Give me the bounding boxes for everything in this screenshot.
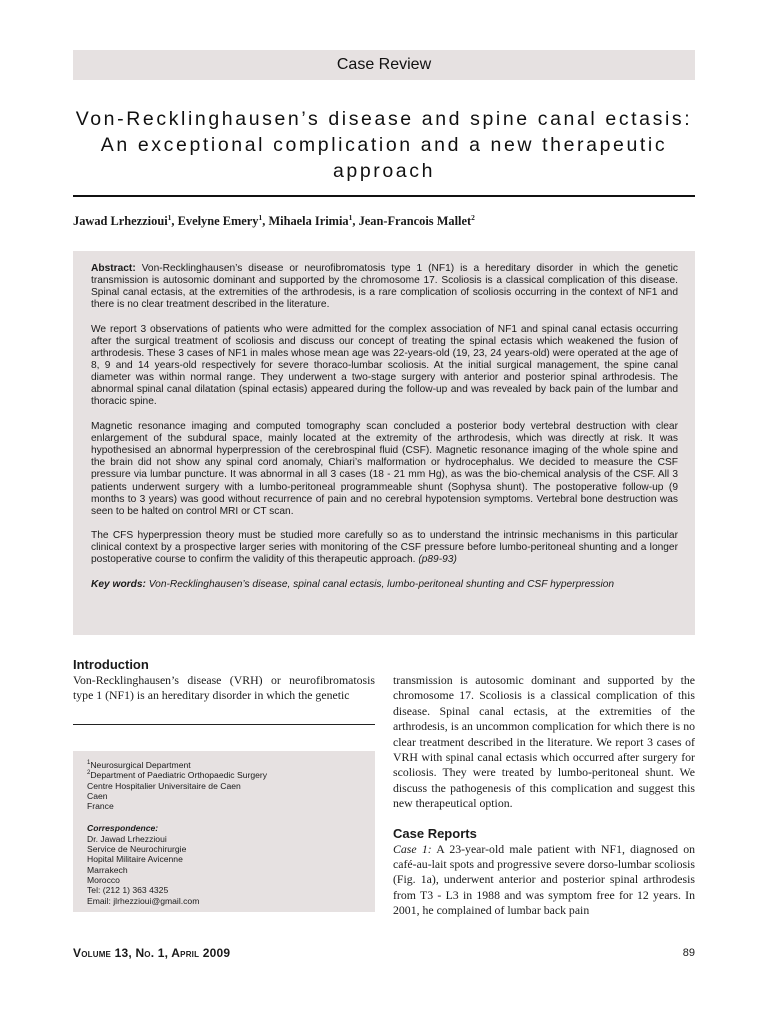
affiliation-line: Centre Hospitalier Universitaire de Caen [87, 780, 241, 791]
abstract-paragraph [91, 530, 678, 566]
abstract-label: Abstract: [91, 263, 136, 274]
abstract-paragraph: We report 3 observations of patients who were admitted for the complex association of NF1 and spinal canal ectasis occurring after the surgical treatment of scoliosis and discuss our concept of treating the spinal ectasis which weakened the fusion of arthrodesis. These 3 cases of NF1 in males whose mean age was 22-years-old (19, 23, 24 years-old) were operated at the age of 8, 9 and 14 years-old respectively for severe thoraco-lumbar scoliosis. At the initial surgical management, the spine canal diameter was within normal range. They underwent a two-stage surgery with anterior and posterior spinal arthrodesis. The abnormal spinal canal dilatation (spinal ectasis) appeared during the follow-up and was revealed by back pain of the lumbar and thoracic spine. [91, 323, 678, 408]
section-banner [73, 50, 695, 80]
author-affiliation-mark: 2 [471, 212, 475, 222]
journal-issue: Volume 13, No. 1, April 2009 [73, 946, 231, 960]
introduction-heading: Introduction [73, 657, 149, 672]
case-report-paragraph [393, 842, 695, 919]
right-column [393, 673, 695, 919]
affiliation-line [87, 770, 375, 780]
correspondence-line: Dr. Jawad Lrhezzioui [87, 833, 167, 844]
author-name: Mihaela Irimia [268, 214, 349, 228]
title-divider [73, 195, 695, 197]
affiliation-box [73, 751, 375, 912]
affiliation-mark: 1 [87, 760, 91, 767]
article-title: Von-Recklinghausen’s disease and spine canal ectasis: An exceptional complication and a new therapeutic approach [75, 108, 693, 182]
abstract-box [73, 251, 695, 635]
correspondence-email: Email: jlrhezzioui@gmail.com [87, 895, 200, 906]
author-list: Jawad Lrhezzioui$^1$, Evelyne Emery$^1$, Mihaela Irimia$^1$, Jean-Francois Mallet$^2$ [73, 212, 475, 228]
keywords-text: Von-Recklinghausen’s disease, spinal canal ectasis, lumbo-peritoneal shunting and CSF hyperpression [148, 579, 615, 591]
correspondence-line: Hopital Militaire Avicenne [87, 854, 183, 865]
affiliation-text: Neurosurgical Department [90, 760, 191, 770]
column-divider [73, 724, 375, 725]
correspondence-label: Correspondence: [87, 823, 159, 834]
correspondence-line: Morocco [87, 874, 120, 885]
author-affiliation-mark: 1 [348, 212, 353, 222]
abstract-paragraph: Magnetic resonance imaging and computed tomography scan concluded a posterior body vertebral destruction with clear enlargement of the subdural space, mainly located at the extremity of the arthrodesis, which was directly at risk. It was hypothesised an abnormal hyperpression of the cerebrospinal fluid (CSF). Magnetic resonance imaging of the whole spine and the brain did not show any spinal cord anomaly, Chiari’s malformation or hydrocephalus. We decided to measure the CSF pressure via lumbar puncture. It was abnormal in all 3 cases (18 - 21 mm Hg), as was the bio-chemical analysis of the CSF. All 3 patients underwent surgery with a lumbo-peritoneal programmeable shunt (Sophysa shunt). The postoperative follow-up (9 months to 3 years) was good without recurrence of pain and no cerebral hypotension symptoms. Vertebral bone destruction was seen to be halted on control MRI or CT scan. [91, 421, 678, 517]
author-name: Jean-Francois Mallet [358, 214, 472, 228]
affiliation-line: Caen [87, 790, 108, 801]
introduction-text-right: transmission is autosomic dominant and supported by the chromosome 17. Scoliosis is a classical complication of this disease. Spinal canal ectasis, at the extremities of the arthrodesis, is an uncommon complication for which there is no clear treatment described in the literature. We report 3 cases of VRH with spinal canal ectasis which occurred after surgery for scoliosis. They were treated by lumbo-peritoneal shunt. We discuss the pathogenesis of this complication and suggest this new therapeutical option. [393, 673, 695, 811]
keywords-line [91, 579, 678, 591]
introduction-text-left: Von-Recklinghausen’s disease (VRH) or neurofibromatosis type 1 (NF1) is an hereditary disorder in which the genetic [73, 673, 375, 703]
correspondence-line: Tel: (212 1) 363 4325 [87, 885, 169, 896]
author-affiliation-mark: 1 [167, 212, 172, 222]
case-reports-heading: Case Reports [393, 825, 477, 841]
page-reference: (p89-93) [418, 554, 457, 566]
case-text: A 23-year-old male patient with NF1, diagnosed on café-au-lait spots and progressive severe dorso-lumbar scoliosis (Fig. 1a), underwent anterior and posterior spinal arthrodesis from T3 - L3 in 1988 and was symptom free for 12 years. In 2001, he complained of lumbar back pain [393, 841, 695, 918]
page-number: 89 [682, 947, 695, 959]
abstract-text: The CFS hyperpression theory must be studied more carefully so as to understand the intrinsic mechanisms in this particular clinical context by a prospective larger series with monitoring of the CSF pressure before lumbo-peritoneal shunting and a longer postoperative course to confirm the validity of this therapeutic approach. [91, 530, 678, 566]
author-name: Evelyne Emery [177, 214, 259, 228]
case-label: Case 1: [393, 841, 432, 856]
correspondence-line: Service de Neurochirurgie [87, 844, 187, 855]
abstract-text: Von-Recklinghausen’s disease or neurofibromatosis type 1 (NF1) is a hereditary disorder in which the genetic transmission is autosomic dominant and supported by the chromosome 17. Scoliosis is a classical complication of this disease. Spinal canal ectasis, at the extremities of the arthrodesis, is a rare complication of scoliosis occurring in the context of NF1 and there is no clear treatment described in the literature. [91, 263, 678, 311]
abstract-paragraph [91, 263, 678, 311]
keywords-label: Key words: [91, 579, 146, 591]
author-name: Jawad Lrhezzioui [73, 214, 168, 228]
affiliation-line: France [87, 801, 114, 812]
section-label: Case Review [336, 56, 432, 73]
affiliation-line [87, 760, 375, 770]
author-affiliation-mark: 1 [258, 212, 263, 222]
affiliation-text: Department of Paediatric Orthopaedic Surgery [90, 770, 268, 781]
correspondence-line: Marrakech [87, 864, 128, 875]
affiliation-mark: 2 [87, 770, 91, 777]
